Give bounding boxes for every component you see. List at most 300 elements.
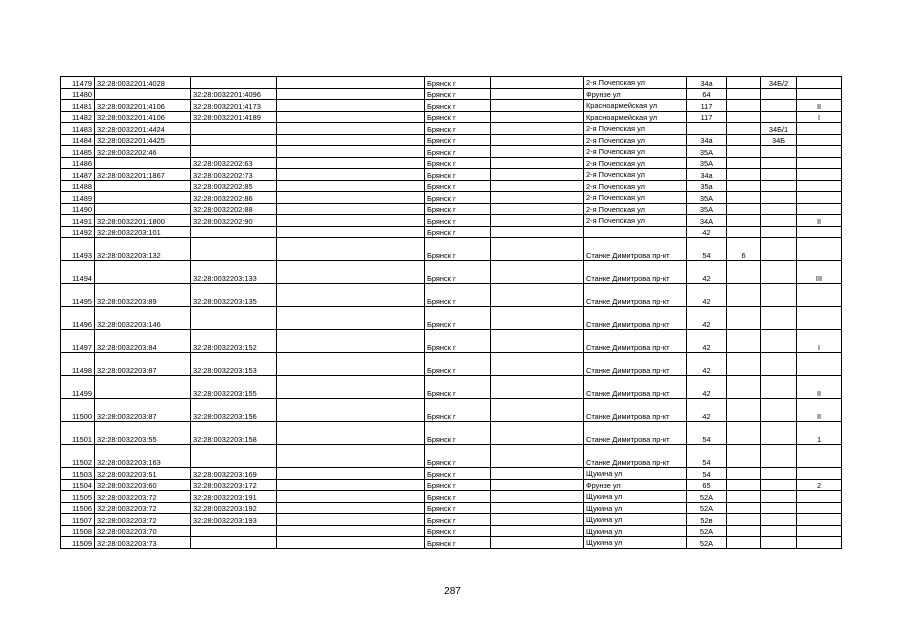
cell-house-number: 42 bbox=[687, 399, 727, 422]
cell-house-number: 35А bbox=[687, 192, 727, 204]
cell-empty-column-2 bbox=[491, 307, 584, 330]
cell-cadastral-number-2: 32:28:0032203:191 bbox=[191, 491, 277, 503]
cell-house-number bbox=[687, 123, 727, 135]
cell-empty-column bbox=[277, 399, 425, 422]
cell-extra-house-number bbox=[761, 111, 797, 123]
cell-extra-house-number bbox=[761, 479, 797, 491]
cell-empty-column bbox=[277, 479, 425, 491]
cell-building-number bbox=[727, 261, 761, 284]
cell-empty-column bbox=[277, 146, 425, 158]
cell-extra-house-number bbox=[761, 226, 797, 238]
cell-building-number bbox=[727, 376, 761, 399]
cell-room-number: I bbox=[797, 111, 842, 123]
cell-city: Брянск г bbox=[425, 445, 491, 468]
cell-room-number: I bbox=[797, 330, 842, 353]
cell-city: Брянск г bbox=[425, 261, 491, 284]
cell-cadastral-number: 32:28:0032201:1867 bbox=[95, 169, 191, 181]
cell-city: Брянск г bbox=[425, 537, 491, 549]
cell-street: Щукина ул bbox=[584, 537, 687, 549]
cell-extra-house-number bbox=[761, 88, 797, 100]
cell-extra-house-number bbox=[761, 284, 797, 307]
cell-cadastral-number: 32:28:0032203:146 bbox=[95, 307, 191, 330]
cell-city: Брянск г bbox=[425, 514, 491, 526]
cell-empty-column-2 bbox=[491, 284, 584, 307]
cell-empty-column bbox=[277, 376, 425, 399]
table-row bbox=[61, 525, 842, 537]
cell-empty-column bbox=[277, 330, 425, 353]
cell-empty-column-2 bbox=[491, 399, 584, 422]
cell-city: Брянск г bbox=[425, 77, 491, 89]
cell-extra-house-number bbox=[761, 491, 797, 503]
cell-extra-house-number bbox=[761, 203, 797, 215]
cell-empty-column-2 bbox=[491, 261, 584, 284]
cell-room-number bbox=[797, 284, 842, 307]
cell-house-number: 42 bbox=[687, 353, 727, 376]
cell-cadastral-number-2 bbox=[191, 307, 277, 330]
cell-city: Брянск г bbox=[425, 146, 491, 158]
cell-city: Брянск г bbox=[425, 192, 491, 204]
cell-city: Брянск г bbox=[425, 169, 491, 181]
cell-street: 2-я Почепская ул bbox=[584, 77, 687, 89]
cell-cadastral-number-2 bbox=[191, 123, 277, 135]
cell-building-number bbox=[727, 422, 761, 445]
cell-cadastral-number-2: 32:28:0032203:193 bbox=[191, 514, 277, 526]
cell-empty-column bbox=[277, 284, 425, 307]
table-row bbox=[61, 88, 842, 100]
cell-row-number: 11507 bbox=[61, 514, 95, 526]
cell-street: Станке Димитрова пр-кт bbox=[584, 353, 687, 376]
cell-room-number bbox=[797, 134, 842, 146]
cell-room-number bbox=[797, 238, 842, 261]
cell-building-number bbox=[727, 169, 761, 181]
table-row bbox=[61, 146, 842, 158]
cell-empty-column bbox=[277, 525, 425, 537]
cell-row-number: 11480 bbox=[61, 88, 95, 100]
cell-empty-column bbox=[277, 180, 425, 192]
cell-building-number bbox=[727, 123, 761, 135]
cell-empty-column bbox=[277, 238, 425, 261]
cell-row-number: 11487 bbox=[61, 169, 95, 181]
cell-row-number: 11491 bbox=[61, 215, 95, 227]
cell-extra-house-number bbox=[761, 238, 797, 261]
cell-cadastral-number: 32:28:0032203:132 bbox=[95, 238, 191, 261]
table-row bbox=[61, 134, 842, 146]
cell-row-number: 11509 bbox=[61, 537, 95, 549]
table-row bbox=[61, 422, 842, 445]
cell-cadastral-number-2 bbox=[191, 134, 277, 146]
cell-city: Брянск г bbox=[425, 111, 491, 123]
table-row bbox=[61, 330, 842, 353]
cell-cadastral-number: 32:28:0032201:4106 bbox=[95, 111, 191, 123]
table-row bbox=[61, 100, 842, 112]
cell-cadastral-number-2: 32:28:0032203:153 bbox=[191, 353, 277, 376]
cell-extra-house-number bbox=[761, 422, 797, 445]
cell-cadastral-number: 32:28:0032201:4424 bbox=[95, 123, 191, 135]
cell-empty-column-2 bbox=[491, 491, 584, 503]
cell-row-number: 11503 bbox=[61, 468, 95, 480]
cell-extra-house-number bbox=[761, 215, 797, 227]
cell-city: Брянск г bbox=[425, 134, 491, 146]
cell-row-number: 11488 bbox=[61, 180, 95, 192]
cell-cadastral-number-2 bbox=[191, 226, 277, 238]
cell-empty-column bbox=[277, 261, 425, 284]
cell-house-number: 34а bbox=[687, 77, 727, 89]
cell-room-number bbox=[797, 180, 842, 192]
cell-house-number: 42 bbox=[687, 284, 727, 307]
cell-room-number bbox=[797, 146, 842, 158]
cell-cadastral-number bbox=[95, 88, 191, 100]
cell-building-number bbox=[727, 491, 761, 503]
cell-house-number: 54 bbox=[687, 422, 727, 445]
cell-extra-house-number bbox=[761, 157, 797, 169]
cell-street: Красноармейская ул bbox=[584, 100, 687, 112]
cell-row-number: 11489 bbox=[61, 192, 95, 204]
cell-cadastral-number: 32:28:0032201:4028 bbox=[95, 77, 191, 89]
table-row bbox=[61, 169, 842, 181]
cell-room-number: 2 bbox=[797, 479, 842, 491]
cell-street: Станке Димитрова пр-кт bbox=[584, 238, 687, 261]
table-row bbox=[61, 479, 842, 491]
cell-empty-column bbox=[277, 123, 425, 135]
cell-city: Брянск г bbox=[425, 88, 491, 100]
cell-extra-house-number bbox=[761, 180, 797, 192]
cell-room-number bbox=[797, 525, 842, 537]
cell-room-number bbox=[797, 537, 842, 549]
cell-empty-column-2 bbox=[491, 77, 584, 89]
cell-cadastral-number-2: 32:28:0032203:172 bbox=[191, 479, 277, 491]
cell-empty-column-2 bbox=[491, 215, 584, 227]
cell-house-number: 54 bbox=[687, 445, 727, 468]
cell-city: Брянск г bbox=[425, 238, 491, 261]
cell-city: Брянск г bbox=[425, 491, 491, 503]
cell-extra-house-number bbox=[761, 502, 797, 514]
cell-city: Брянск г bbox=[425, 353, 491, 376]
cell-extra-house-number bbox=[761, 468, 797, 480]
cell-room-number bbox=[797, 123, 842, 135]
cell-cadastral-number-2: 32:28:0032202:63 bbox=[191, 157, 277, 169]
cell-empty-column-2 bbox=[491, 238, 584, 261]
cell-building-number bbox=[727, 192, 761, 204]
table-row bbox=[61, 238, 842, 261]
cell-empty-column bbox=[277, 192, 425, 204]
cell-house-number: 42 bbox=[687, 376, 727, 399]
cell-empty-column-2 bbox=[491, 100, 584, 112]
cell-cadastral-number-2: 32:28:0032202:85 bbox=[191, 180, 277, 192]
cell-building-number bbox=[727, 468, 761, 480]
cell-extra-house-number bbox=[761, 100, 797, 112]
cell-cadastral-number-2 bbox=[191, 445, 277, 468]
cell-cadastral-number-2: 32:28:0032203:156 bbox=[191, 399, 277, 422]
cell-cadastral-number: 32:28:0032203:60 bbox=[95, 479, 191, 491]
cell-cadastral-number bbox=[95, 180, 191, 192]
page-number: 287 bbox=[444, 586, 461, 597]
cell-extra-house-number: 34Б/2 bbox=[761, 77, 797, 89]
cell-house-number: 35А bbox=[687, 157, 727, 169]
cell-city: Брянск г bbox=[425, 525, 491, 537]
cell-extra-house-number bbox=[761, 399, 797, 422]
cell-city: Брянск г bbox=[425, 468, 491, 480]
cell-extra-house-number bbox=[761, 376, 797, 399]
cell-house-number: 52А bbox=[687, 502, 727, 514]
registry-table bbox=[60, 76, 842, 549]
cell-building-number bbox=[727, 353, 761, 376]
cell-row-number: 11502 bbox=[61, 445, 95, 468]
cell-street: 2-я Почепская ул bbox=[584, 192, 687, 204]
cell-empty-column-2 bbox=[491, 146, 584, 158]
cell-empty-column-2 bbox=[491, 111, 584, 123]
cell-building-number bbox=[727, 157, 761, 169]
table-row bbox=[61, 215, 842, 227]
cell-empty-column-2 bbox=[491, 192, 584, 204]
cell-house-number: 42 bbox=[687, 226, 727, 238]
cell-room-number: 1 bbox=[797, 422, 842, 445]
cell-extra-house-number bbox=[761, 330, 797, 353]
cell-house-number: 117 bbox=[687, 100, 727, 112]
cell-empty-column bbox=[277, 514, 425, 526]
cell-room-number bbox=[797, 491, 842, 503]
cell-building-number bbox=[727, 215, 761, 227]
cell-street: Станке Димитрова пр-кт bbox=[584, 376, 687, 399]
cell-empty-column-2 bbox=[491, 203, 584, 215]
cell-empty-column bbox=[277, 111, 425, 123]
cell-cadastral-number: 32:28:0032202:46 bbox=[95, 146, 191, 158]
table-row bbox=[61, 284, 842, 307]
table-row bbox=[61, 111, 842, 123]
cell-house-number: 42 bbox=[687, 330, 727, 353]
table-row bbox=[61, 77, 842, 89]
cell-building-number bbox=[727, 284, 761, 307]
cell-row-number: 11505 bbox=[61, 491, 95, 503]
cell-cadastral-number: 32:28:0032201:1800 bbox=[95, 215, 191, 227]
cell-row-number: 11496 bbox=[61, 307, 95, 330]
cell-empty-column-2 bbox=[491, 226, 584, 238]
cell-empty-column bbox=[277, 215, 425, 227]
cell-empty-column-2 bbox=[491, 88, 584, 100]
cell-house-number: 42 bbox=[687, 261, 727, 284]
cell-extra-house-number bbox=[761, 169, 797, 181]
cell-cadastral-number-2 bbox=[191, 146, 277, 158]
cell-room-number: II bbox=[797, 215, 842, 227]
cell-street: Станке Димитрова пр-кт bbox=[584, 307, 687, 330]
cell-row-number: 11484 bbox=[61, 134, 95, 146]
cell-empty-column-2 bbox=[491, 376, 584, 399]
cell-row-number: 11500 bbox=[61, 399, 95, 422]
cell-cadastral-number: 32:28:0032203:70 bbox=[95, 525, 191, 537]
cell-extra-house-number bbox=[761, 192, 797, 204]
cell-street: 2-я Почепская ул bbox=[584, 123, 687, 135]
cell-empty-column bbox=[277, 169, 425, 181]
cell-empty-column bbox=[277, 88, 425, 100]
cell-city: Брянск г bbox=[425, 226, 491, 238]
cell-city: Брянск г bbox=[425, 422, 491, 445]
cell-street: Щукина ул bbox=[584, 468, 687, 480]
cell-extra-house-number bbox=[761, 525, 797, 537]
cell-room-number bbox=[797, 203, 842, 215]
cell-empty-column-2 bbox=[491, 123, 584, 135]
cell-room-number bbox=[797, 353, 842, 376]
cell-cadastral-number: 32:28:0032201:4425 bbox=[95, 134, 191, 146]
cell-cadastral-number: 32:28:0032203:72 bbox=[95, 502, 191, 514]
cell-cadastral-number: 32:28:0032203:51 bbox=[95, 468, 191, 480]
cell-empty-column bbox=[277, 157, 425, 169]
cell-cadastral-number-2: 32:28:0032203:152 bbox=[191, 330, 277, 353]
cell-city: Брянск г bbox=[425, 399, 491, 422]
cell-city: Брянск г bbox=[425, 502, 491, 514]
cell-cadastral-number-2 bbox=[191, 525, 277, 537]
table-body bbox=[61, 77, 842, 549]
cell-row-number: 11499 bbox=[61, 376, 95, 399]
cell-cadastral-number-2: 32:28:0032203:158 bbox=[191, 422, 277, 445]
cell-row-number: 11482 bbox=[61, 111, 95, 123]
cell-house-number: 65 bbox=[687, 479, 727, 491]
cell-building-number bbox=[727, 180, 761, 192]
cell-cadastral-number: 32:28:0032203:72 bbox=[95, 491, 191, 503]
cell-building-number bbox=[727, 146, 761, 158]
table-row bbox=[61, 261, 842, 284]
table-row bbox=[61, 307, 842, 330]
cell-room-number bbox=[797, 157, 842, 169]
cell-building-number bbox=[727, 226, 761, 238]
cell-house-number: 117 bbox=[687, 111, 727, 123]
cell-empty-column-2 bbox=[491, 445, 584, 468]
cell-house-number: 42 bbox=[687, 307, 727, 330]
cell-cadastral-number-2: 32:28:0032203:135 bbox=[191, 284, 277, 307]
cell-room-number bbox=[797, 192, 842, 204]
cell-building-number bbox=[727, 502, 761, 514]
cell-street: Станке Димитрова пр-кт bbox=[584, 422, 687, 445]
table-row bbox=[61, 353, 842, 376]
cell-street bbox=[584, 226, 687, 238]
cell-house-number: 52А bbox=[687, 537, 727, 549]
cell-cadastral-number-2: 32:28:0032201:4173 bbox=[191, 100, 277, 112]
cell-row-number: 11494 bbox=[61, 261, 95, 284]
cell-room-number: III bbox=[797, 261, 842, 284]
table-row bbox=[61, 537, 842, 549]
cell-city: Брянск г bbox=[425, 376, 491, 399]
cell-city: Брянск г bbox=[425, 307, 491, 330]
cell-empty-column bbox=[277, 445, 425, 468]
cell-room-number bbox=[797, 468, 842, 480]
table-row bbox=[61, 123, 842, 135]
table-row bbox=[61, 399, 842, 422]
cell-cadastral-number-2: 32:28:0032203:192 bbox=[191, 502, 277, 514]
cell-room-number bbox=[797, 502, 842, 514]
cell-building-number: 6 bbox=[727, 238, 761, 261]
cell-street: Станке Димитрова пр-кт bbox=[584, 261, 687, 284]
cell-cadastral-number: 32:28:0032203:101 bbox=[95, 226, 191, 238]
cell-building-number bbox=[727, 307, 761, 330]
cell-room-number: II bbox=[797, 399, 842, 422]
cell-city: Брянск г bbox=[425, 180, 491, 192]
cell-empty-column bbox=[277, 502, 425, 514]
cell-cadastral-number-2: 32:28:0032202:90 bbox=[191, 215, 277, 227]
table-row bbox=[61, 468, 842, 480]
cell-cadastral-number-2: 32:28:0032201:4189 bbox=[191, 111, 277, 123]
cell-row-number: 11479 bbox=[61, 77, 95, 89]
cell-cadastral-number-2: 32:28:0032203:155 bbox=[191, 376, 277, 399]
cell-house-number: 34а bbox=[687, 134, 727, 146]
cell-building-number bbox=[727, 445, 761, 468]
table-row bbox=[61, 502, 842, 514]
cell-street: Фрунзе ул bbox=[584, 88, 687, 100]
cell-row-number: 11486 bbox=[61, 157, 95, 169]
cell-room-number: II bbox=[797, 100, 842, 112]
cell-cadastral-number: 32:28:0032203:73 bbox=[95, 537, 191, 549]
cell-empty-column-2 bbox=[491, 468, 584, 480]
cell-street: Станке Димитрова пр-кт bbox=[584, 284, 687, 307]
cell-street: 2-я Почепская ул bbox=[584, 203, 687, 215]
cell-building-number bbox=[727, 77, 761, 89]
cell-room-number bbox=[797, 445, 842, 468]
cell-street: Фрунзе ул bbox=[584, 479, 687, 491]
cell-house-number: 64 bbox=[687, 88, 727, 100]
table-row bbox=[61, 157, 842, 169]
cell-extra-house-number bbox=[761, 146, 797, 158]
cell-building-number bbox=[727, 525, 761, 537]
cell-street: 2-я Почепская ул bbox=[584, 180, 687, 192]
cell-cadastral-number-2 bbox=[191, 537, 277, 549]
cell-extra-house-number: 34Б/1 bbox=[761, 123, 797, 135]
cell-house-number: 54 bbox=[687, 468, 727, 480]
cell-building-number bbox=[727, 537, 761, 549]
cell-cadastral-number: 32:28:0032203:84 bbox=[95, 330, 191, 353]
cell-house-number: 54 bbox=[687, 238, 727, 261]
cell-cadastral-number bbox=[95, 157, 191, 169]
cell-street: Красноармейская ул bbox=[584, 111, 687, 123]
cell-street: 2-я Почепская ул bbox=[584, 146, 687, 158]
cell-house-number: 35А bbox=[687, 146, 727, 158]
cell-row-number: 11497 bbox=[61, 330, 95, 353]
table-row bbox=[61, 376, 842, 399]
cell-cadastral-number-2: 32:28:0032202:73 bbox=[191, 169, 277, 181]
cell-city: Брянск г bbox=[425, 203, 491, 215]
cell-extra-house-number bbox=[761, 514, 797, 526]
cell-building-number bbox=[727, 111, 761, 123]
cell-house-number: 34А bbox=[687, 215, 727, 227]
cell-row-number: 11493 bbox=[61, 238, 95, 261]
cell-empty-column bbox=[277, 537, 425, 549]
cell-empty-column bbox=[277, 422, 425, 445]
cell-row-number: 11508 bbox=[61, 525, 95, 537]
cell-building-number bbox=[727, 88, 761, 100]
cell-room-number bbox=[797, 307, 842, 330]
cell-empty-column bbox=[277, 77, 425, 89]
cell-cadastral-number: 32:28:0032203:89 bbox=[95, 284, 191, 307]
table-row bbox=[61, 192, 842, 204]
cell-cadastral-number: 32:28:0032201:4106 bbox=[95, 100, 191, 112]
cell-empty-column bbox=[277, 491, 425, 503]
cell-row-number: 11483 bbox=[61, 123, 95, 135]
cell-building-number bbox=[727, 330, 761, 353]
cell-extra-house-number bbox=[761, 445, 797, 468]
cell-row-number: 11504 bbox=[61, 479, 95, 491]
cell-street: 2-я Почепская ул bbox=[584, 169, 687, 181]
table-row bbox=[61, 203, 842, 215]
cell-house-number: 35а bbox=[687, 180, 727, 192]
cell-empty-column-2 bbox=[491, 502, 584, 514]
cell-building-number bbox=[727, 134, 761, 146]
cell-empty-column bbox=[277, 353, 425, 376]
cell-room-number bbox=[797, 77, 842, 89]
cell-empty-column-2 bbox=[491, 525, 584, 537]
cell-extra-house-number bbox=[761, 537, 797, 549]
cell-row-number: 11492 bbox=[61, 226, 95, 238]
cell-city: Брянск г bbox=[425, 479, 491, 491]
cell-cadastral-number: 32:28:0032203:163 bbox=[95, 445, 191, 468]
cell-empty-column-2 bbox=[491, 537, 584, 549]
cell-house-number: 52А bbox=[687, 491, 727, 503]
cell-cadastral-number-2 bbox=[191, 238, 277, 261]
